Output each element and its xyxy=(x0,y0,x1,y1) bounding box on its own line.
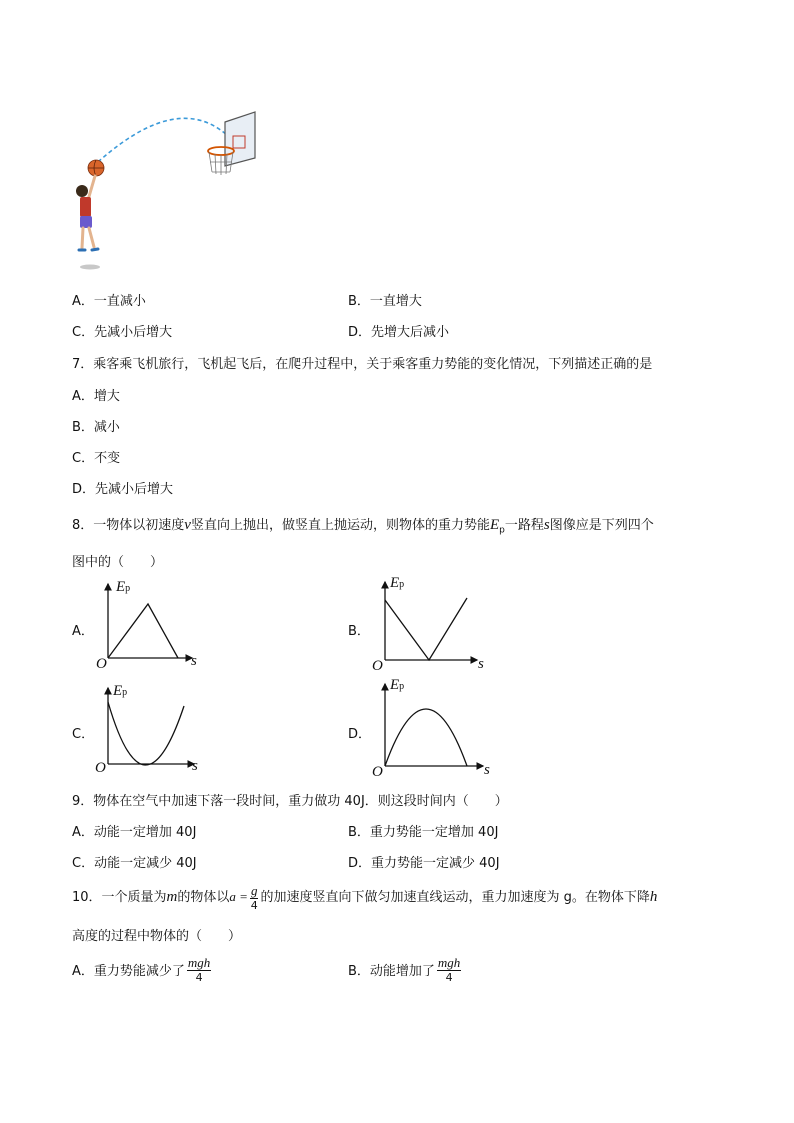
q7-stem: 7．乘客乘飞机旅行，飞机起飞后，在爬升过程中，关于乘客重力势能的变化情况，下列描述正确的是 xyxy=(72,357,653,372)
graph-a-y-label: Ep xyxy=(116,579,131,595)
q9-option-d[interactable]: D．重力势能一定减少 40J xyxy=(348,856,500,871)
graph-a-x-label: s xyxy=(191,653,197,669)
graph-d-curve xyxy=(385,709,467,766)
q6-option-a[interactable]: A．一直减小 xyxy=(72,294,146,309)
graph-d[interactable] xyxy=(369,680,495,776)
graph-c-curve xyxy=(108,702,184,765)
q9-option-b[interactable]: B．重力势能一定增加 40J xyxy=(348,825,499,840)
player-legs xyxy=(82,228,94,248)
q7-option-d[interactable]: D．先减小后增大 xyxy=(72,482,174,497)
fraction-mgh-over-4-b: $\frac{\text{mgh}}{4}$ xyxy=(437,955,461,984)
var-a: a = xyxy=(229,889,248,904)
graph-b-origin: O xyxy=(372,658,383,674)
q6-option-b[interactable]: B．一直增大 xyxy=(348,294,422,309)
graph-a-curve xyxy=(108,604,178,658)
q8-stem: 8．一物体以初速度v竖直向上抛出，做竖直上抛运动，则物体的重力势能$E_p$一路程s图像应是下列四个 xyxy=(72,517,654,536)
fraction-g-over-4: $\frac{g}{4}$ xyxy=(250,883,258,912)
var-m: m xyxy=(166,889,178,905)
fraction-mgh-over-4-a: $\frac{\text{mgh}}{4}$ xyxy=(187,955,211,984)
graph-c-y-label: Ep xyxy=(113,683,128,699)
graph-b-x-label: s xyxy=(478,656,484,672)
q10-stem-line2: 高度的过程中物体的（ ） xyxy=(72,929,242,944)
q9-option-c[interactable]: C．动能一定减少 40J xyxy=(72,856,197,871)
basketball-illustration xyxy=(70,100,270,275)
graph-d-x-label: s xyxy=(484,762,490,778)
graph-c-x-label: s xyxy=(192,758,198,774)
player-shadow xyxy=(80,265,100,270)
graph-d-y-label: Ep xyxy=(390,677,405,693)
q8-option-c-label[interactable]: C． xyxy=(72,727,95,742)
var-s: s xyxy=(543,517,550,533)
var-ep: E xyxy=(489,517,500,533)
player-head xyxy=(76,185,88,197)
q10-option-a[interactable]: A．重力势能减少了 $\frac{\text{mgh}}{4}$ xyxy=(72,955,211,984)
graph-a-origin: O xyxy=(96,656,107,672)
q9-option-a[interactable]: A．动能一定增加 40J xyxy=(72,825,197,840)
q8-option-d-label[interactable]: D． xyxy=(348,727,372,742)
graph-c-origin: O xyxy=(95,760,106,776)
q10-stem: 10．一个质量为m的物体以a = $\frac{g}{4}$ 的加速度竖直向下做匀加速直线运动，重力加速度为 g。在物体下降h xyxy=(72,883,658,912)
player-arm xyxy=(88,176,95,200)
var-v: v xyxy=(184,517,191,533)
graph-b-y-label: Ep xyxy=(390,575,405,591)
q8-option-a-label[interactable]: A． xyxy=(72,624,94,639)
graph-d-origin: O xyxy=(372,764,383,780)
backboard xyxy=(225,112,255,166)
player-jersey xyxy=(80,197,91,217)
q8-stem-line2: 图中的（ ） xyxy=(72,555,164,570)
q9-stem: 9．物体在空气中加速下落一段时间，重力做功 40J．则这段时间内（ ） xyxy=(72,794,508,809)
q8-option-b-label[interactable]: B． xyxy=(348,624,370,639)
graph-b-curve xyxy=(385,598,467,660)
player-shorts xyxy=(80,216,92,228)
q6-option-c[interactable]: C．先减小后增大 xyxy=(72,325,173,340)
q10-option-b[interactable]: B．动能增加了 $\frac{\text{mgh}}{4}$ xyxy=(348,955,461,984)
q7-option-b[interactable]: B．减小 xyxy=(72,420,120,435)
var-h: h xyxy=(649,889,658,905)
q7-option-c[interactable]: C．不变 xyxy=(72,451,121,466)
graph-b[interactable] xyxy=(369,578,489,672)
q6-option-d[interactable]: D．先增大后减小 xyxy=(348,325,450,340)
q7-option-a[interactable]: A．增大 xyxy=(72,389,120,404)
